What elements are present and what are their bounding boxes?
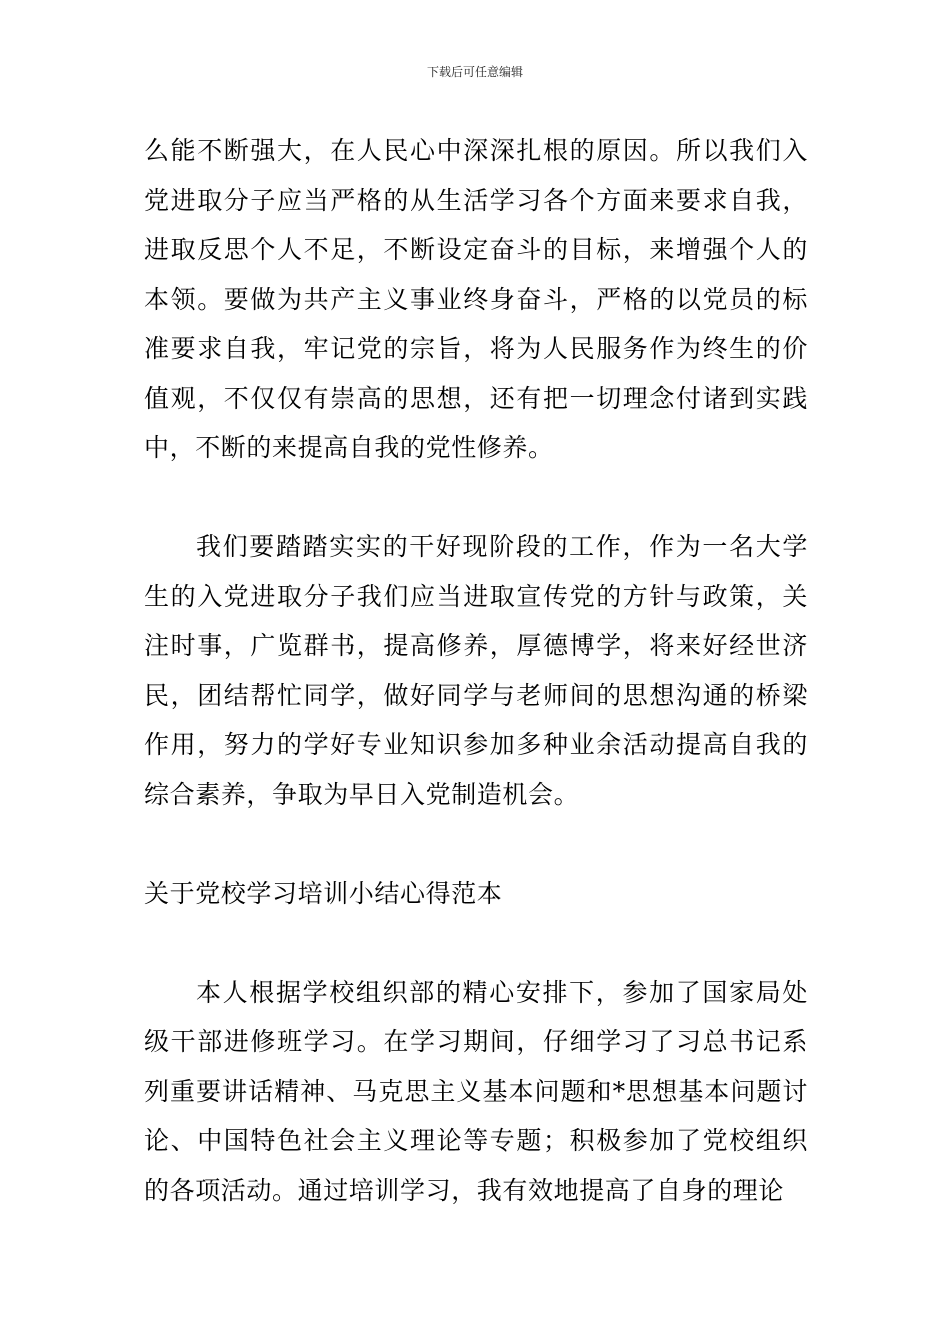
document-body: [144, 126, 808, 1215]
paragraph-student-duties: 我们要踏踏实实的干好现阶段的工作，作为一名大学生的入党进取分子我们应当进取宣传党的方针与政策，关注时事，广览群书，提高修养，厚德博学，将来好经世济民，团结帮忙同学，做好同学与老师间的思想沟通的桥梁作用，努力的学好专业知识参加多种业余活动提高自我的综合素养，争取为早日入党制造机会。: [144, 532, 808, 809]
paragraph-training-summary: 本人根据学校组织部的精心安排下，参加了国家局处级干部进修班学习。在学习期间，仔细学习了习总书记系列重要讲话精神、马克思主义基本问题和*思想基本问题讨论、中国特色社会主义理论等专题；积极参加了党校组织的各项活动。通过培训学习，我有效地提高了自身的理论: [144, 977, 808, 1205]
paragraph-continuation: 么能不断强大，在人民心中深深扎根的原因。所以我们入党进取分子应当严格的从生活学习各个方面来要求自我，进取反思个人不足，不断设定奋斗的目标，来增强个人的本领。要做为共产主义事业终身奋斗，严格的以党员的标准要求自我，牢记党的宗旨，将为人民服务作为终生的价值观，不仅仅有崇高的思想，还有把一切理念付诸到实践中，不断的来提高自我的党性修养。: [144, 136, 808, 462]
page-header: 下载后可任意编辑: [426, 65, 523, 79]
section-title: 关于党校学习培训小结心得范本: [144, 878, 503, 908]
